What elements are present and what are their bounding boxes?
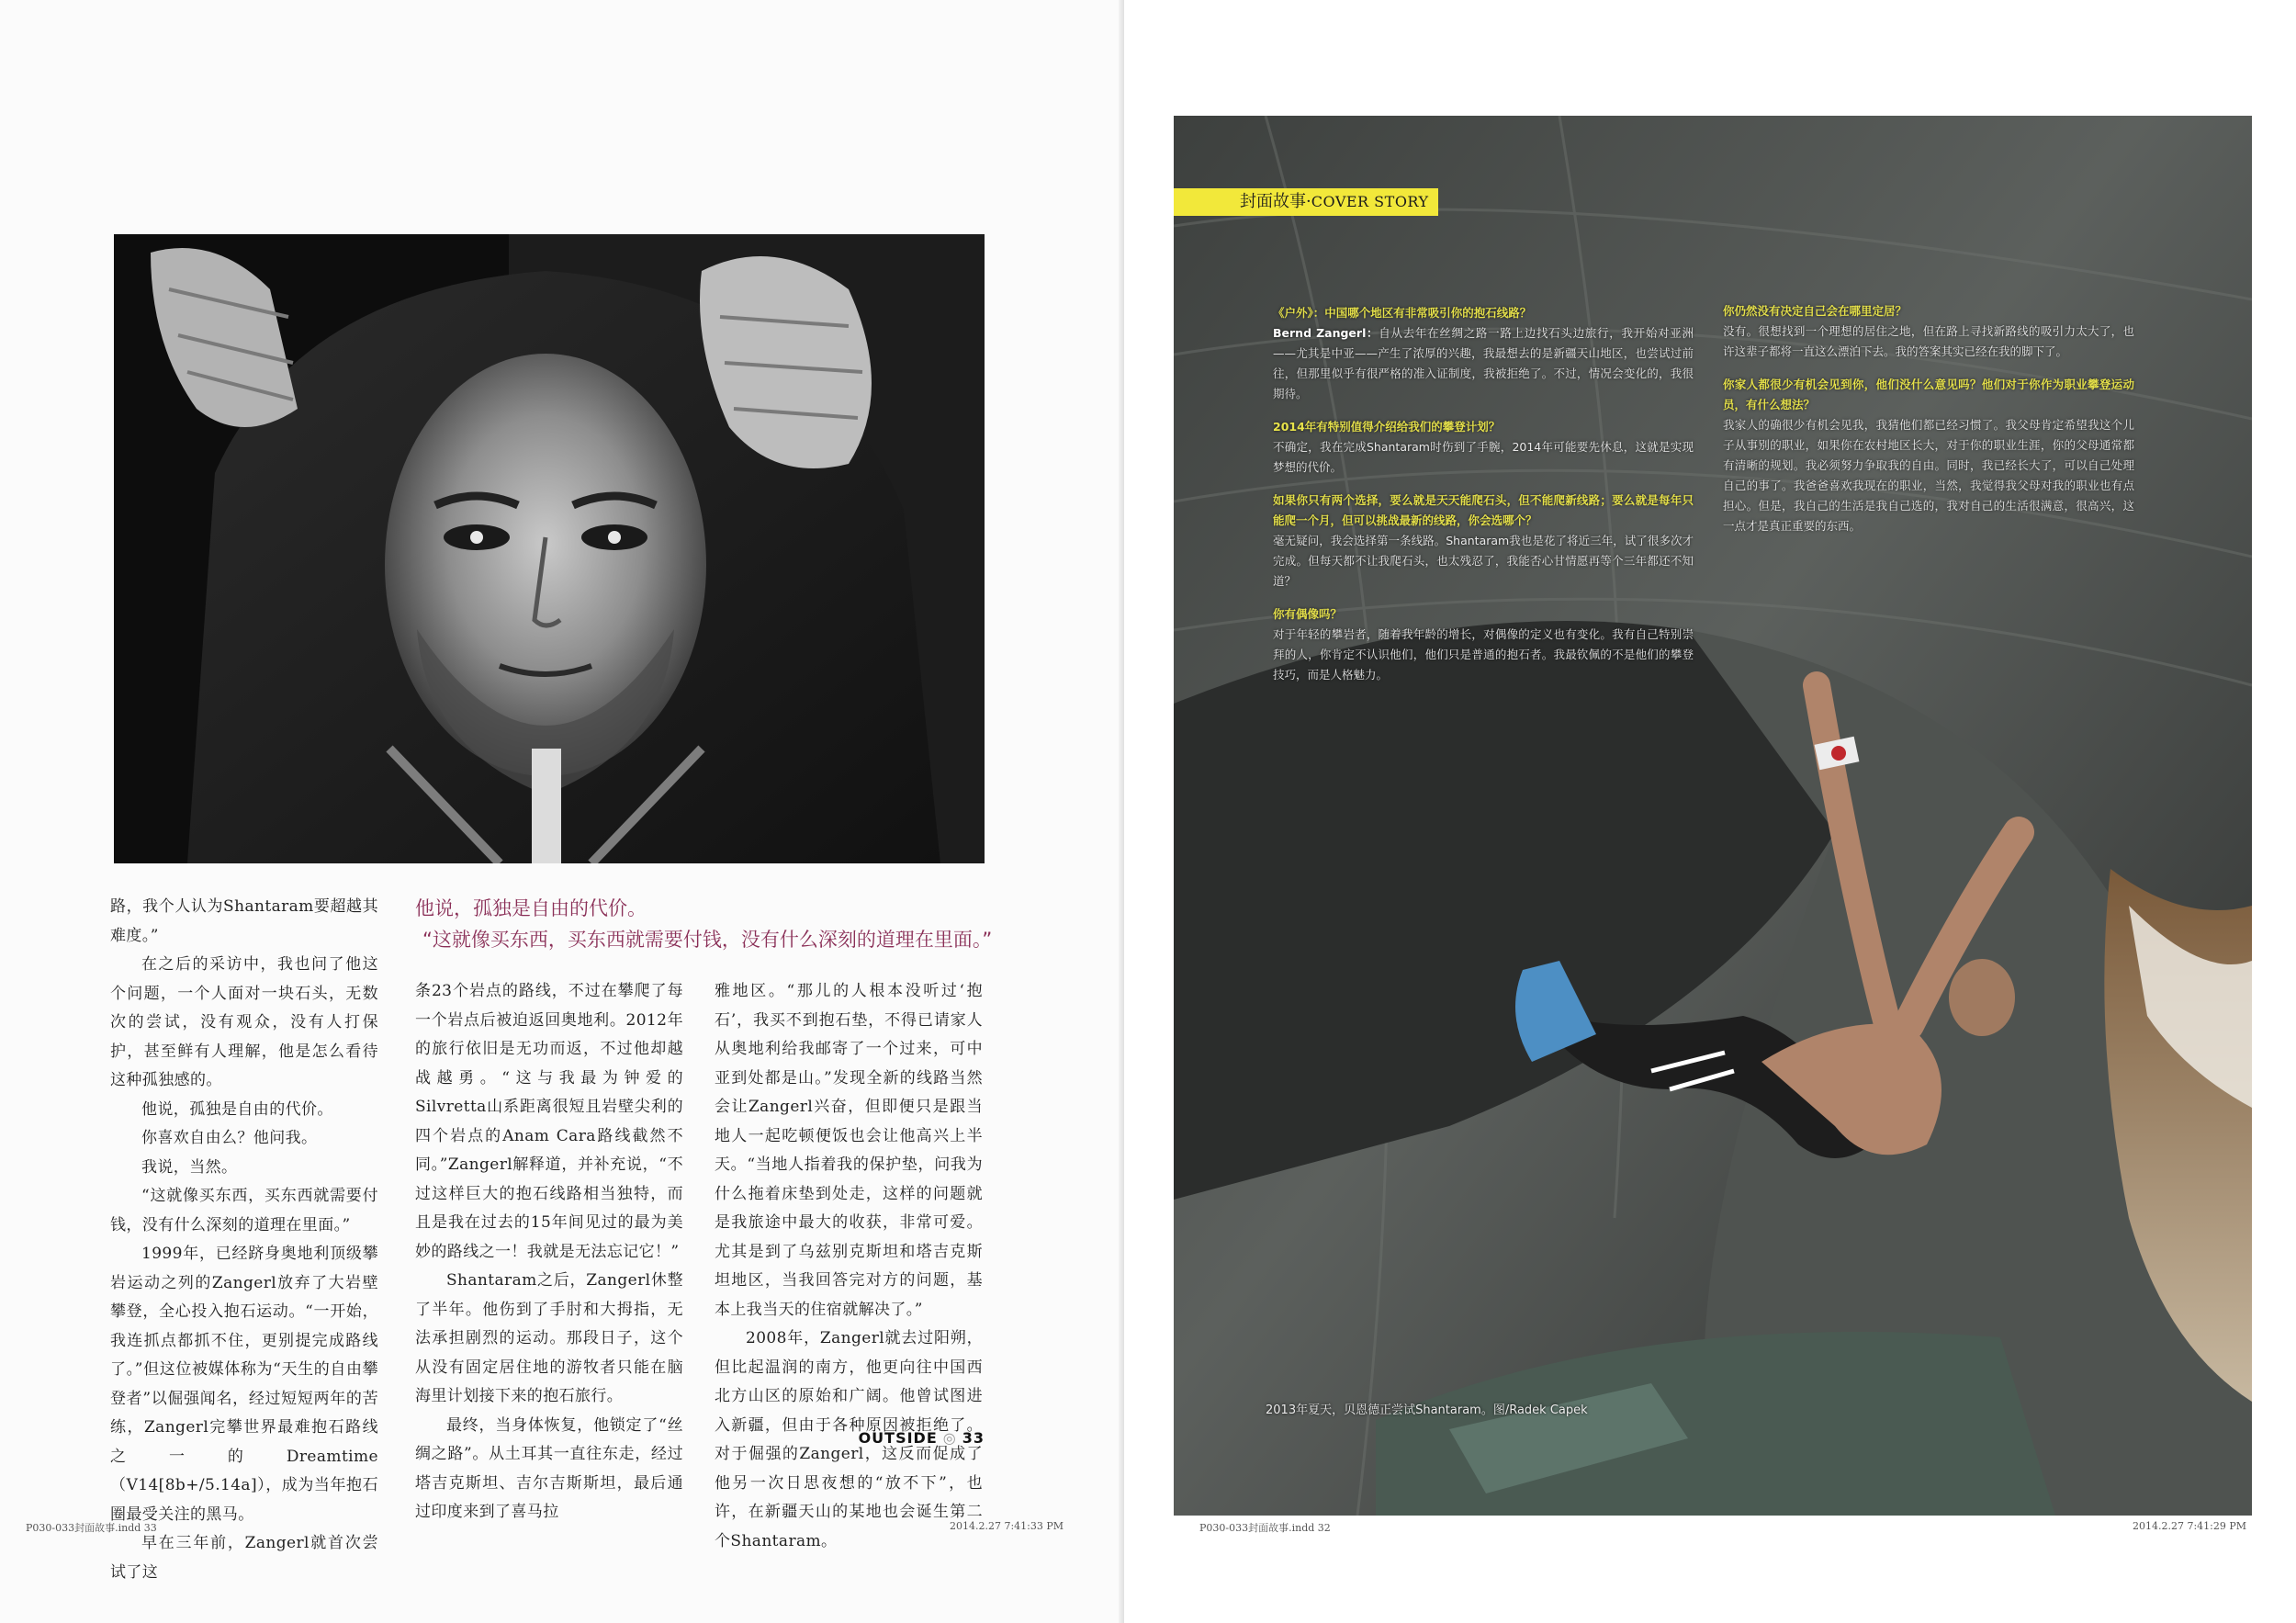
paragraph: 你喜欢自由么？他问我。 xyxy=(141,1129,318,1147)
photo-caption: 2013年夏天，贝恩德正尝试Shantaram。图/Radek Capek xyxy=(1266,1403,1588,1417)
interview-answer: 不确定，我在完成Shantaram时伤到了手腕，2014年可能要先休息，这就是实现梦想的代价。 xyxy=(1273,440,1694,474)
interview-column-right xyxy=(1723,301,2134,536)
interview-answer: Bernd Zangerl：自从去年在丝绸之路一路上边找石头边旅行，我开始对亚洲——尤其是中亚——产生了浓厚的兴趣，我最想去的是新疆天山地区，也尝试过前往，但那里似乎有很严格的准入证制度，我被拒绝了。不过，情况会变化的，我很期待。 xyxy=(1273,326,1694,400)
print-slug-file: P030-033封面故事.indd 32 xyxy=(1199,1522,1331,1534)
article-column-2 xyxy=(415,977,683,1527)
paragraph: 雅地区。“那儿的人根本没听过‘抱石’，我买不到抱石垫，不得已请家人从奥地利给我邮寄了一个过来，可中亚到处都是山。”发现全新的线路当然会让Zangerl兴奋，但即便只是跟当地人一起吃顿便饭也会让他高兴上半天。“当地人指着我的保护垫，问我为什么拖着床垫到处走，这样的问题就是我旅途中最大的收获，非常可爱。尤其是到了乌兹别克斯坦和塔吉克斯坦地区，当我回答完对方的问题，基本上我当天的住宿就解决了。” xyxy=(715,982,983,1319)
section-tag xyxy=(1174,188,1438,216)
interview-answer: 毫无疑问，我会选择第一条线路。Shantaram我也是花了将近三年，试了很多次才完成。但每天都不让我爬石头，也太残忍了，我能否心甘情愿再等个三年都还不知道？ xyxy=(1273,534,1694,588)
paragraph: 路，我个人认为Shantaram要超越其难度。” xyxy=(110,897,378,945)
interview-question: 如果你只有两个选择，要么就是天天能爬石头，但不能爬新线路；要么就是每年只能爬一个月，但可以挑战最新的线路，你会选哪个？ xyxy=(1273,493,1694,527)
paragraph: Shantaram之后，Zangerl休整了半年。他伤到了手肘和大拇指，无法承担剧烈的运动。那段日子，这个从没有固定居住地的游牧者只能在脑海里计划接下来的抱石旅行。 xyxy=(415,1271,683,1405)
print-slug-time: 2014.2.27 7:41:29 PM xyxy=(2133,1520,2247,1532)
interview-question: 《户外》：中国哪个地区有非常吸引你的抱石线路？ xyxy=(1273,306,1532,320)
paragraph: 2008年，Zangerl就去过阳朔，但比起温润的南方，他更向往中国西北方山区的原始和广阔。他曾试图进入新疆，但由于各种原因被拒绝了。对于倔强的Zangerl，这反而促成了他另一次日思夜想的“放不下”，也许，在新疆天山的某地也会诞生第二个Shantaram。 xyxy=(715,1329,983,1550)
left-page xyxy=(0,0,1124,1623)
interview-question: 你有偶像吗？ xyxy=(1273,607,1343,621)
paragraph: 早在三年前，Zangerl就首次尝试了这 xyxy=(110,1534,378,1582)
pull-quote-line-1: 他说，孤独是自由的代价。 xyxy=(415,897,647,919)
interview-answer: 对于年轻的攀岩者，随着我年龄的增长，对偶像的定义也有变化。我有自己特别崇拜的人，你肯定不认识他们，他们只是普通的抱石者。我最钦佩的不是他们的攀登技巧，而是人格魅力。 xyxy=(1273,627,1694,682)
paragraph: 最终，当身体恢复，他锁定了“丝绸之路”。从土耳其一直往东走，经过塔吉克斯坦、吉尔吉斯斯坦，最后通过印度来到了喜马拉 xyxy=(415,1415,683,1521)
folio-separator: ◎ xyxy=(942,1429,957,1447)
article-column-3 xyxy=(715,977,983,1556)
interview-answer: 没有。很想找到一个理想的居住之地，但在路上寻找新路线的吸引力太大了，也许这辈子都将一直这么漂泊下去。我的答案其实已经在我的脚下了。 xyxy=(1723,324,2134,358)
paragraph: “这就像买东西，买东西就需要付钱，没有什么深刻的道理在里面。” xyxy=(110,1187,378,1234)
print-slug-time: 2014.2.27 7:41:33 PM xyxy=(950,1520,1064,1532)
paragraph: 他说，孤独是自由的代价。 xyxy=(141,1099,333,1119)
interview-question: 你家人都很少有机会见到你，他们没什么意见吗？他们对于你作为职业攀登运动员，有什么想法？ xyxy=(1723,378,2134,411)
page-number: 33 xyxy=(962,1429,985,1447)
interview-question: 你仍然没有决定自己会在哪里定居？ xyxy=(1723,304,1908,318)
paragraph: 条23个岩点的路线，不过在攀爬了每一个岩点后被迫返回奥地利。2012年的旅行依旧是无功而返，不过他却越战越勇。“这与我最为钟爱的Silvretta山系距离很短且岩壁尖利的四个岩点的Anam Cara路线截然不同。”Zangerl解释道，并补充说，“不过这样巨大的抱石线路相当独特，而且是我在过去的15年间见过的最为美妙的路线之一！我就是无法忘记它！” xyxy=(415,982,683,1261)
interview-column-left xyxy=(1273,303,1694,685)
page-folio xyxy=(859,1429,985,1447)
portrait-photo xyxy=(114,234,985,863)
interview-answer: 我家人的确很少有机会见我，我猜他们都已经习惯了。我父母肯定希望我这个儿子从事别的职业，如果你在农村地区长大，对于你的职业生涯，你的父母通常都有清晰的规划。我必须努力争取我的自由。同时，我已经长大了，可以自己处理自己的事了。我爸爸喜欢我现在的职业，当然，我觉得我父母对我的职业也有点担心。但是，我自己的生活是我自己选的，我对自己的生活很满意，很高兴，这一点才是真正重要的东西。 xyxy=(1723,418,2134,533)
section-tag-en: COVER STORY xyxy=(1311,193,1429,210)
paragraph: 1999年，已经跻身奥地利顶级攀岩运动之列的Zangerl放弃了大岩壁攀登，全心投入抱石运动。“一开始，我连抓点都抓不住，更别提完成路线了。”但这位被媒体称为“天生的自由攀登者”以倔强闻名，经过短短两年的苦练，Zangerl完攀世界最难抱石路线之一的Dreamtime（V14[8b+/5.14a]），成为当年抱石圈最受关注的黑马。 xyxy=(110,1245,378,1524)
portrait-image xyxy=(114,234,985,863)
paragraph: 我说，当然。 xyxy=(141,1157,238,1177)
pull-quote xyxy=(415,893,1003,955)
article-column-1 xyxy=(110,893,378,1587)
print-slug-file: P030-033封面故事.indd 33 xyxy=(26,1522,157,1534)
section-tag-cn: 封面故事· xyxy=(1240,192,1311,211)
interview-question: 2014年有特别值得介绍给我们的攀登计划？ xyxy=(1273,420,1501,434)
paragraph: 在之后的采访中，我也问了他这个问题，一个人面对一块石头，无数次的尝试，没有观众，没有人打保护，甚至鲜有人理解，他是怎么看待这种孤独感的。 xyxy=(110,955,378,1089)
pull-quote-line-2: “这就像买东西，买东西就需要付钱，没有什么深刻的道理在里面。” xyxy=(422,929,993,951)
interviewee-name: Bernd Zangerl： xyxy=(1273,326,1379,340)
magazine-name: OUTSIDE xyxy=(858,1429,938,1447)
